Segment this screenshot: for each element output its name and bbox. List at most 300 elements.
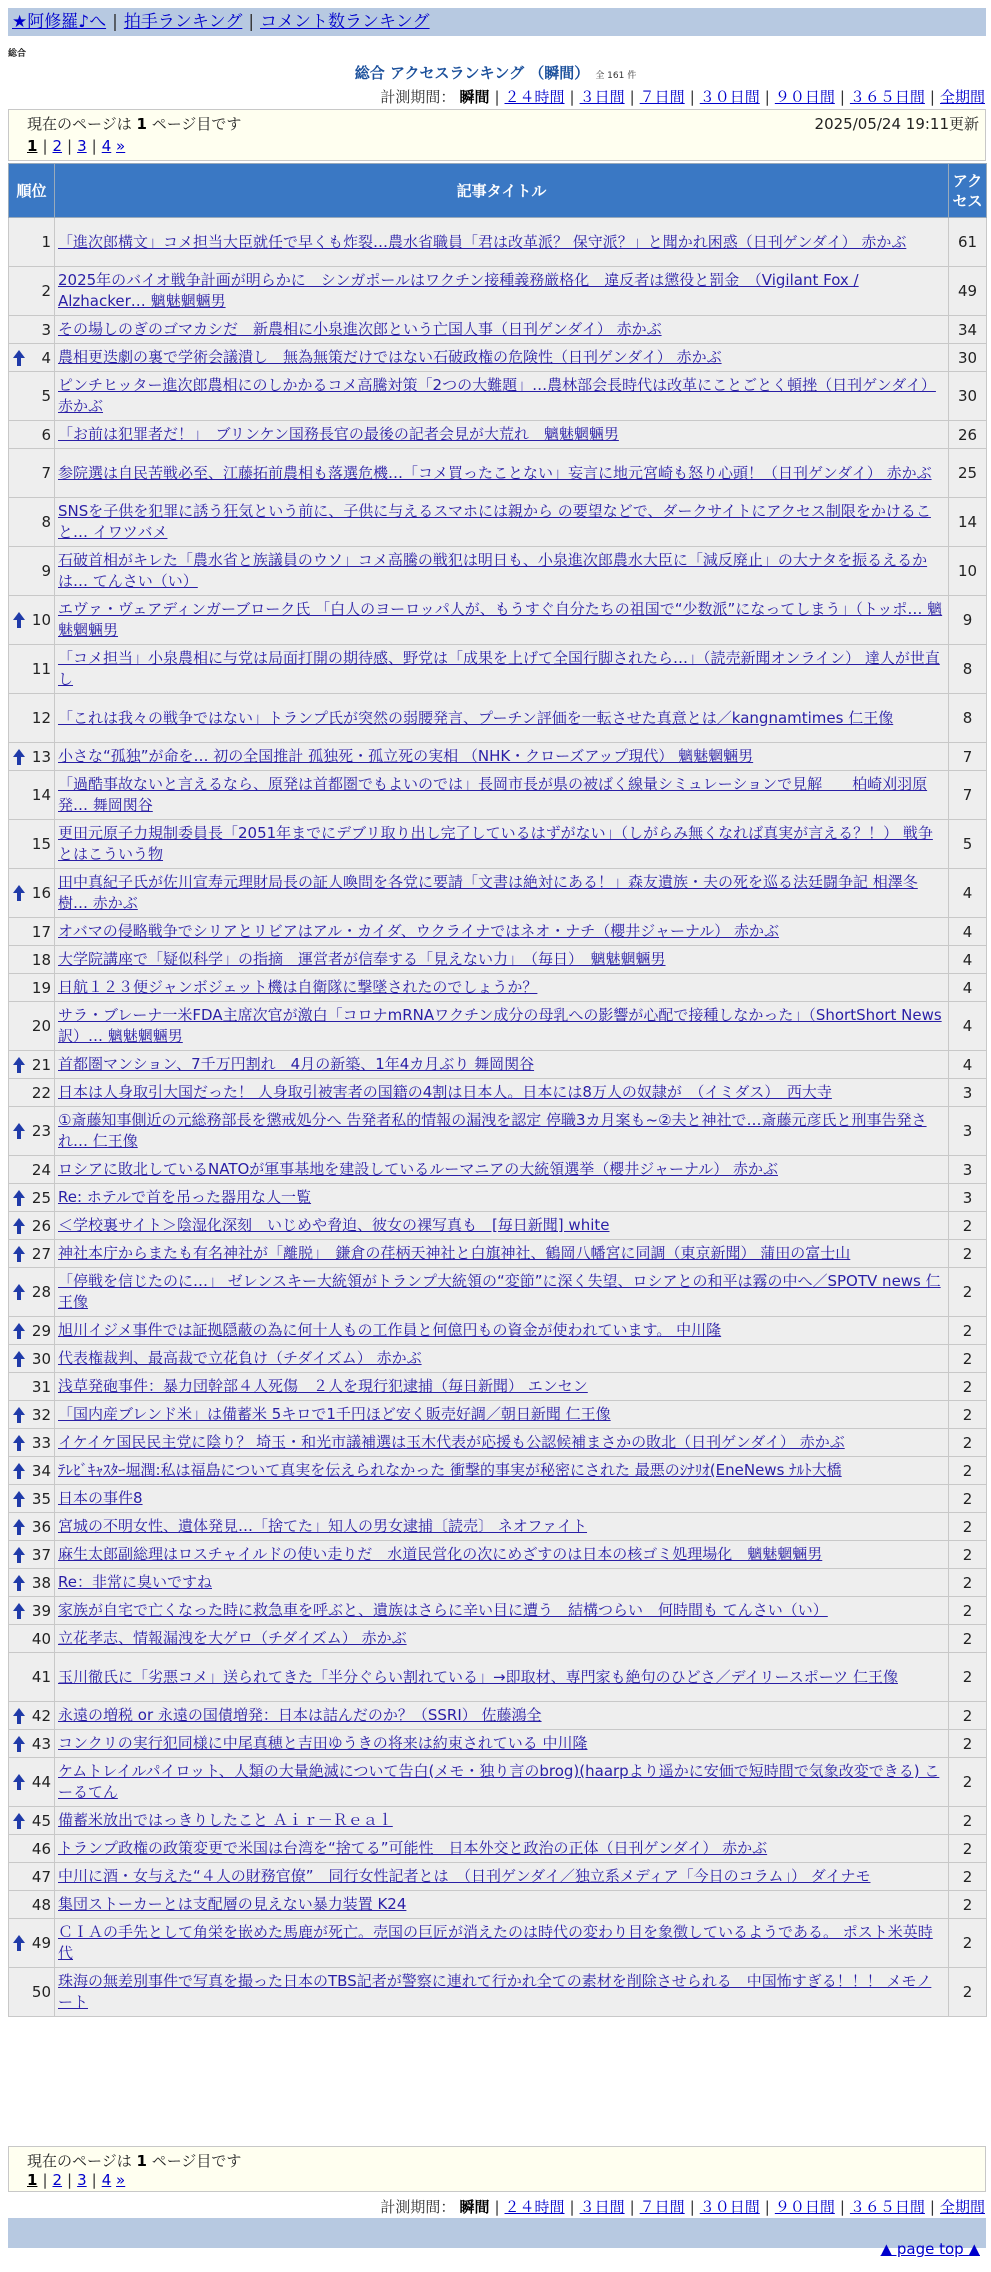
rank-cell	[9, 1184, 55, 1212]
access-count: 8	[949, 694, 987, 743]
page-top-link[interactable]: ▲ page top ▲	[880, 2240, 980, 2258]
period-separator: |	[569, 88, 575, 106]
rank-number: 12	[31, 709, 51, 727]
table-row	[9, 1919, 987, 1968]
article-link[interactable]: 「過酷事故ないと言えるなら、原発は首都圏でもよいのでは」長岡市長が県の被ばく線量シミュレーションで見解 柏崎刈羽原発… 舞岡関谷	[58, 775, 928, 814]
title-cell	[55, 1597, 949, 1625]
period-link[interactable]: ３６５日間	[849, 2198, 925, 2216]
rank-number: 36	[31, 1517, 51, 1536]
table-row	[9, 421, 987, 449]
period-link[interactable]: ３日間	[579, 88, 625, 106]
rank-cell	[9, 1401, 55, 1429]
article-link[interactable]: 農相更迭劇の裏で学術会議潰し 無為無策だけではない石破政権の危険性（日刊ゲンダイ） 赤かぶ	[58, 348, 722, 366]
title-cell	[55, 1485, 949, 1513]
article-link[interactable]: 家族が自宅で亡くなった時に救急車を呼ぶと、遺族はさらに辛い目に遭う 結構つらい 何時間も てんさい（い）	[58, 1601, 828, 1619]
rank-number: 13	[31, 747, 51, 766]
rank-up-arrow-icon	[12, 1245, 26, 1263]
article-link[interactable]: 旭川イジメ事件では証拠隠蔽の為に何十人もの工作員と何億円もの資金が使われています。 中川隆	[58, 1321, 722, 1339]
article-link[interactable]: 「これは我々の戦争ではない」トランプ氏が突然の弱腰発言、プーチン評価を一転させた真意とは／kangnamtimes 仁王像	[58, 708, 894, 727]
access-count: 3	[949, 1079, 987, 1107]
period-link[interactable]: ３０日間	[699, 2198, 760, 2216]
article-link[interactable]: ピンチヒッター進次郎農相にのしかかるコメ高騰対策「2つの大難題」…農林部会長時代は改革にことごとく頓挫（日刊ゲンダイ） 赤かぶ	[58, 376, 936, 415]
article-link[interactable]: 日本の事件8	[58, 1489, 143, 1507]
article-link[interactable]: 日航１２３便ジャンボジェット機は自衛隊に撃墜されたのでしょうか？	[58, 978, 538, 996]
table-row	[9, 1758, 987, 1807]
access-count: 9	[949, 596, 987, 645]
title-cell	[55, 1653, 949, 1702]
access-count: 7	[949, 771, 987, 820]
rank-up-arrow-icon	[12, 1773, 26, 1791]
period-link[interactable]: ２４時間	[504, 88, 565, 106]
access-count: 2	[949, 1429, 987, 1457]
rank-cell	[9, 1429, 55, 1457]
rank-up-arrow-icon	[12, 1546, 26, 1564]
page-info-box-bottom	[8, 2146, 986, 2192]
title-cell	[55, 974, 949, 1002]
access-count: 4	[949, 918, 987, 946]
rank-number: 3	[41, 320, 51, 339]
rank-cell	[9, 1240, 55, 1268]
period-current: 瞬間	[459, 88, 490, 106]
rank-number: 7	[41, 464, 51, 482]
rank-number: 10	[31, 611, 51, 629]
article-link[interactable]: 浅草発砲事件：暴力団幹部４人死傷 ２人を現行犯逮捕（毎日新聞） エンセン	[58, 1377, 588, 1395]
access-count: 30	[949, 372, 987, 421]
access-count: 2	[949, 1541, 987, 1569]
period-separator: |	[494, 2198, 500, 2216]
article-link[interactable]: Re: ホテルで首を吊った器用な人一覧	[58, 1188, 312, 1206]
table-row	[9, 1597, 987, 1625]
access-count: 2	[949, 1625, 987, 1653]
article-link[interactable]: ケムトレイルパイロット、人類の大量絶滅について告白(メモ・独り言のbrog)(haarpより遥かに安価で短時間で気象改変できる) こーるてん	[58, 1762, 940, 1801]
rank-cell	[9, 1317, 55, 1345]
rank-up-arrow-icon	[12, 1707, 26, 1725]
page-title	[0, 62, 991, 83]
period-link[interactable]: ２４時間	[504, 2198, 565, 2216]
table-row	[9, 771, 987, 820]
table-row	[9, 1429, 987, 1457]
rank-number: 6	[41, 425, 51, 444]
period-link[interactable]: 全期間	[939, 88, 985, 106]
table-row	[9, 743, 987, 771]
table-row	[9, 344, 987, 372]
pagination-bottom	[27, 2171, 125, 2189]
rank-cell	[9, 547, 55, 596]
title-cell	[55, 1345, 949, 1373]
rank-number: 24	[31, 1160, 51, 1179]
article-link[interactable]: 備蓄米放出ではっきりしたこと Ａｉｒ－Ｒｅａｌ	[58, 1811, 393, 1829]
rank-cell	[9, 498, 55, 547]
article-link[interactable]: ＜学校裏サイト＞陰湿化深刻 いじめや脅迫、彼女の裸写真も [毎日新聞] white	[58, 1216, 610, 1234]
rank-up-arrow-icon	[12, 1122, 26, 1140]
rank-number: 39	[31, 1601, 51, 1620]
title-cell	[55, 946, 949, 974]
title-cell	[55, 316, 949, 344]
rank-number: 2	[41, 282, 51, 300]
page-info-box	[8, 109, 986, 161]
period-separator: |	[764, 88, 770, 106]
table-row	[9, 218, 987, 267]
table-row	[9, 1079, 987, 1107]
table-row	[9, 1345, 987, 1373]
pager-separator: |	[91, 2171, 97, 2189]
article-link[interactable]: ロシアに敗北しているNATOが軍事基地を建設しているルーマニアの大統領選挙（櫻井ジャーナル） 赤かぶ	[58, 1160, 779, 1178]
rank-number: 22	[31, 1083, 51, 1102]
article-link[interactable]: 「停戦を信じたのに…」 ゼレンスキー大統領がトランプ大統領の“変節”に深く失望、ロシアとの和平は霧の中へ／SPOTV news 仁王像	[58, 1272, 941, 1311]
period-label: 計測期間：	[380, 88, 456, 106]
rank-number: 25	[31, 1188, 51, 1207]
table-row	[9, 1051, 987, 1079]
rank-up-arrow-icon	[12, 1934, 26, 1952]
rank-cell	[9, 1268, 55, 1317]
article-link[interactable]: 「お前は犯罪者だ！」 ブリンケン国務長官の最後の記者会見が大荒れ 魑魅魍魎男	[58, 425, 619, 443]
rank-number: 37	[31, 1545, 51, 1564]
title-cell	[55, 1513, 949, 1541]
article-link[interactable]: サラ・ブレーナ一米FDA主席次官が激白「コロナmRNAワクチン成分の母乳への影響が心配で接種しなかった」（ShortShort News訳）… 魑魅魍魎男	[58, 1006, 942, 1045]
access-count: 30	[949, 344, 987, 372]
rank-up-arrow-icon	[12, 349, 26, 367]
table-row	[9, 1184, 987, 1212]
nav-separator: |	[248, 12, 255, 32]
pager-separator: |	[42, 2171, 48, 2189]
title-cell	[55, 596, 949, 645]
current-page-suffix: ページ目です	[151, 115, 242, 133]
title-cell	[55, 869, 949, 918]
title-cell	[55, 1758, 949, 1807]
access-count: 2	[949, 1513, 987, 1541]
current-page-prefix: 現在のページは	[27, 115, 132, 133]
clap-ranking-link[interactable]: 拍手ランキング	[123, 12, 243, 32]
current-page-suffix: ページ目です	[151, 2152, 242, 2170]
rank-cell	[9, 946, 55, 974]
period-link[interactable]: ３０日間	[699, 88, 760, 106]
title-cell	[55, 1373, 949, 1401]
access-count: 2	[949, 1919, 987, 1968]
pager-link[interactable]: 2	[52, 137, 63, 155]
rank-number: 31	[31, 1377, 51, 1396]
rank-cell	[9, 1569, 55, 1597]
article-link[interactable]: トランプ政権の政策変更で米国は台湾を“捨てる”可能性 日本外交と政治の正体（日刊ゲンダイ） 赤かぶ	[58, 1839, 768, 1857]
rank-cell	[9, 974, 55, 1002]
table-row	[9, 946, 987, 974]
pagination	[27, 137, 125, 155]
article-link[interactable]: ﾃﾚﾋﾞｷｬｽﾀｰ堀潤:私は福島について真実を伝えられなかった 衝撃的事実が秘密にされた 最悪のｼﾅﾘｵ(EneNews ﾅﾙﾄ大橋	[58, 1461, 842, 1479]
period-separator: |	[569, 2198, 575, 2216]
rank-number: 19	[31, 978, 51, 997]
article-link[interactable]: 宮城の不明女性、遺体発見…「捨てた」知人の男女逮捕〔読売〕 ネオファイト	[58, 1517, 588, 1535]
current-page-prefix: 現在のページは	[27, 2152, 132, 2170]
current-page-number: 1	[136, 2152, 147, 2170]
rank-cell	[9, 1541, 55, 1569]
article-link[interactable]: 神社本庁からまたも有名神社が「離脱」 鎌倉の荏柄天神社と白旗神社、鶴岡八幡宮に同調（東京新聞） 蒲田の富士山	[58, 1244, 851, 1262]
pager-current: 1	[27, 2171, 38, 2189]
title-cell	[55, 1730, 949, 1758]
table-header-row	[9, 164, 987, 218]
table-row	[9, 1317, 987, 1345]
table-row	[9, 1835, 987, 1863]
title-cell	[55, 1079, 949, 1107]
title-cell	[55, 1919, 949, 1968]
rank-number: 47	[31, 1867, 51, 1886]
access-count: 2	[949, 1653, 987, 1702]
period-separator: |	[689, 2198, 695, 2216]
rank-number: 16	[31, 884, 51, 902]
rank-number: 17	[31, 922, 51, 941]
current-page-info-bottom	[27, 2150, 241, 2171]
period-selector	[380, 86, 985, 107]
rank-number: 41	[31, 1668, 51, 1686]
header-access: アクセス	[949, 164, 987, 218]
rank-up-arrow-icon	[12, 884, 26, 902]
access-count: 2	[949, 1240, 987, 1268]
period-link[interactable]: ７日間	[639, 88, 685, 106]
access-count: 2	[949, 1807, 987, 1835]
period-link[interactable]: ３６５日間	[849, 88, 925, 106]
table-row	[9, 1457, 987, 1485]
article-link[interactable]: エヴァ・ヴェアディンガーブローク氏 「白人のヨーロッパ人が、もうすぐ自分たちの祖国で“少数派”になってしまう」（トッポ… 魑魅魍魎男	[58, 600, 943, 639]
top-nav-bar	[8, 8, 986, 36]
rank-up-arrow-icon	[12, 1283, 26, 1301]
rank-cell	[9, 820, 55, 869]
article-link[interactable]: その場しのぎのゴマカシだ 新農相に小泉進次郎という亡国人事（日刊ゲンダイ） 赤かぶ	[58, 320, 662, 338]
article-link[interactable]: 石破首相がキレた「農水省と族議員のウソ」コメ高騰の戦犯は明日も、小泉進次郎農水大臣に「減反廃止」の大ナタを振るえるかは… てんさい（い）	[58, 551, 928, 590]
title-cell	[55, 1051, 949, 1079]
breadcrumb: 総合	[8, 49, 27, 59]
table-row	[9, 1002, 987, 1051]
period-separator: |	[494, 88, 500, 106]
rank-cell	[9, 1758, 55, 1807]
rank-up-arrow-icon	[12, 1350, 26, 1368]
article-link[interactable]: 参院選は自民苦戦必至、江藤拓前農相も落選危機…「コメ買ったことない」妄言に地元宮崎も怒り心頭！（日刊ゲンダイ） 赤かぶ	[58, 463, 932, 482]
access-count: 4	[949, 946, 987, 974]
rank-number: 18	[31, 950, 51, 969]
title-cell	[55, 1968, 949, 2017]
table-row	[9, 1401, 987, 1429]
title-cell	[55, 1429, 949, 1457]
title-cell	[55, 1212, 949, 1240]
period-separator: |	[929, 88, 935, 106]
title-cell	[55, 743, 949, 771]
rank-number: 21	[31, 1055, 51, 1074]
access-count: 10	[949, 547, 987, 596]
rank-up-arrow-icon	[12, 1217, 26, 1235]
rank-up-arrow-icon	[12, 1490, 26, 1508]
article-link[interactable]: 中川に酒・女与えた“４人の財務官僚” 同行女性記者とは （日刊ゲンダイ／独立系メディア「今日のコラム」） ダイナモ	[58, 1867, 871, 1885]
title-cell	[55, 1863, 949, 1891]
access-count: 2	[949, 1373, 987, 1401]
rank-number: 11	[31, 660, 51, 678]
rank-cell	[9, 1079, 55, 1107]
article-link[interactable]: コンクリの実行犯同様に中尾真穂と吉田ゆうきの将来は約束されている 中川隆	[58, 1734, 588, 1752]
access-count: 2	[949, 1212, 987, 1240]
rank-cell	[9, 1863, 55, 1891]
rank-cell	[9, 1002, 55, 1051]
rank-cell	[9, 344, 55, 372]
title-cell	[55, 372, 949, 421]
period-link[interactable]: ９０日間	[774, 88, 835, 106]
article-link[interactable]: 更田元原子力規制委員長「2051年までにデブリ取り出し完了しているはずがない」（しがらみ無くなれば真実が言える？！） 戦争とはこういう物	[58, 824, 933, 863]
title-cell	[55, 547, 949, 596]
article-link[interactable]: 「国内産ブレンド米」は備蓄米 5キロで1千円ほど安く販売好調／朝日新聞 仁王像	[58, 1405, 611, 1423]
period-separator: |	[929, 2198, 935, 2216]
article-link[interactable]: 麻生太郎副総理はロスチャイルドの使い走りだ 水道民営化の次にめざすのは日本の核ゴミ処理場化 魑魅魍魎男	[58, 1545, 823, 1563]
home-link[interactable]: ★阿修羅♪へ	[12, 12, 107, 32]
period-separator: |	[689, 88, 695, 106]
article-link[interactable]: 田中真紀子氏が佐川宣寿元理財局長の証人喚問を各党に要請「文書は絶対にある！」森友遺族・夫の死を巡る法廷闘争記 相澤冬樹… 赤かぶ	[58, 873, 918, 912]
title-cell	[55, 1317, 949, 1345]
rank-number: 34	[31, 1461, 51, 1480]
article-link[interactable]: 永遠の増税 or 永遠の国債増発：日本は詰んだのか？（SSRI） 佐藤鴻全	[58, 1706, 542, 1724]
article-link[interactable]: 小さな“孤独”が命を… 初の全国推計 孤独死・孤立死の実相 （NHK・クローズアップ現代） 魑魅魍魎男	[58, 747, 754, 765]
article-link[interactable]: 「コメ担当」小泉農相に与党は局面打開の期待感、野党は「成果を上げて全国行脚されたら…」（読売新聞オンライン） 達人が世直し	[58, 649, 940, 688]
period-current: 瞬間	[459, 2198, 490, 2216]
access-count: 2	[949, 1730, 987, 1758]
access-count: 3	[949, 1107, 987, 1156]
access-count: 2	[949, 1457, 987, 1485]
access-count: 49	[949, 267, 987, 316]
period-separator: |	[629, 2198, 635, 2216]
page-title-text: 総合 アクセスランキング （瞬間）	[354, 64, 590, 82]
pager-next-link[interactable]: »	[116, 2171, 126, 2189]
period-link[interactable]: ７日間	[639, 2198, 685, 2216]
rank-number: 42	[31, 1706, 51, 1725]
period-separator: |	[839, 2198, 845, 2216]
rank-number: 35	[31, 1489, 51, 1508]
rank-cell	[9, 1968, 55, 2017]
bottom-bar	[8, 2218, 986, 2258]
title-cell	[55, 1702, 949, 1730]
table-row	[9, 1702, 987, 1730]
header-rank: 順位	[9, 164, 55, 218]
article-link[interactable]: オバマの侵略戦争でシリアとリビアはアル・カイダ、ウクライナではネオ・ナチ（櫻井ジャーナル） 赤かぶ	[58, 922, 780, 940]
rank-cell	[9, 1835, 55, 1863]
rank-number: 33	[31, 1433, 51, 1452]
table-row	[9, 372, 987, 421]
article-link[interactable]: 「進次郎構文」コメ担当大臣就任で早くも炸裂…農水省職員「君は改革派？ 保守派？」と聞かれ困惑（日刊ゲンダイ） 赤かぶ	[58, 232, 907, 251]
rank-cell	[9, 1702, 55, 1730]
rank-cell	[9, 218, 55, 267]
table-row	[9, 1730, 987, 1758]
title-cell	[55, 694, 949, 743]
article-link[interactable]: 珠海の無差別事件で写真を撮った日本のTBS記者が警察に連れて行かれ全ての素材を削除させられる 中国怖すぎる！！！ メモノート	[58, 1972, 932, 2011]
rank-cell	[9, 743, 55, 771]
access-count: 2	[949, 1268, 987, 1317]
rank-cell	[9, 1156, 55, 1184]
rank-cell	[9, 1730, 55, 1758]
rank-number: 9	[41, 562, 51, 580]
article-link[interactable]: 玉川徹氏に「劣悪コメ」送られてきた「半分ぐらい割れている」→即取材、専門家も絶句のひどさ／デイリースポーツ 仁王像	[58, 1667, 898, 1686]
title-cell	[55, 1835, 949, 1863]
table-row	[9, 1807, 987, 1835]
period-link[interactable]: ９０日間	[774, 2198, 835, 2216]
article-link[interactable]: ①斎藤知事側近の元総務部長を懲戒処分へ 告発者私的情報の漏洩を認定 停職3カ月案も~②夫と神社で…斎藤元彦氏と刑事告発され… 仁王像	[58, 1111, 927, 1150]
title-cell	[55, 267, 949, 316]
table-row	[9, 1653, 987, 1702]
table-row	[9, 694, 987, 743]
pager-separator: |	[67, 2171, 73, 2189]
rank-up-arrow-icon	[12, 1602, 26, 1620]
pager-next-link[interactable]: »	[116, 137, 126, 155]
rank-cell	[9, 596, 55, 645]
pager-link[interactable]: 2	[52, 2171, 63, 2189]
rank-cell	[9, 1891, 55, 1919]
rank-cell	[9, 372, 55, 421]
rank-up-arrow-icon	[12, 748, 26, 766]
period-link[interactable]: 全期間	[939, 2198, 985, 2216]
rank-cell	[9, 1653, 55, 1702]
rank-number: 27	[31, 1244, 51, 1263]
rank-number: 46	[31, 1839, 51, 1858]
rank-cell	[9, 1212, 55, 1240]
rank-up-arrow-icon	[12, 1735, 26, 1753]
pager-link[interactable]: 3	[77, 2171, 87, 2189]
pager-link[interactable]: 4	[101, 137, 112, 155]
article-link[interactable]: 立花孝志、情報漏洩を大ゲロ（チダイズム） 赤かぶ	[58, 1629, 407, 1647]
rank-up-arrow-icon	[12, 1406, 26, 1424]
rank-cell	[9, 1625, 55, 1653]
rank-number: 20	[31, 1017, 51, 1035]
access-count: 2	[949, 1597, 987, 1625]
access-count: 2	[949, 1891, 987, 1919]
rank-number: 29	[31, 1321, 51, 1340]
title-cell	[55, 1002, 949, 1051]
period-selector-bottom	[380, 2196, 985, 2217]
period-separator: |	[629, 88, 635, 106]
rank-cell	[9, 1373, 55, 1401]
article-link[interactable]: 首都圏マンション、7千万円割れ 4月の新築、1年4カ月ぶり 舞岡関谷	[58, 1055, 535, 1073]
article-link[interactable]: SNSを子供を犯罪に誘う狂気という前に、子供に与えるスマホには親から の要望などで、ダークサイトにアクセス制限をかけること… イワツバメ	[58, 502, 931, 541]
title-cell	[55, 1107, 949, 1156]
article-link[interactable]: 大学院講座で「疑似科学」の指摘 運営者が信奉する「見えない力」 （毎日） 魑魅魍魎男	[58, 950, 666, 968]
title-cell	[55, 1401, 949, 1429]
access-count: 2	[949, 1569, 987, 1597]
pager-separator: |	[42, 137, 48, 155]
rank-cell	[9, 1051, 55, 1079]
table-row	[9, 1863, 987, 1891]
rank-cell	[9, 421, 55, 449]
table-row	[9, 1485, 987, 1513]
title-cell	[55, 344, 949, 372]
table-row	[9, 596, 987, 645]
article-link[interactable]: 日本は人身取引大国だった！ 人身取引被害者の国籍の4割は日本人。日本には8万人の奴隷が （イミダス） 西大寺	[58, 1083, 832, 1101]
table-row	[9, 820, 987, 869]
pager-separator: |	[67, 137, 73, 155]
rank-cell	[9, 771, 55, 820]
article-link[interactable]: 代表権裁判、最高裁で立花負け（チダイズム） 赤かぶ	[58, 1349, 422, 1367]
title-cell	[55, 1240, 949, 1268]
title-cell	[55, 1156, 949, 1184]
rank-cell	[9, 869, 55, 918]
title-cell	[55, 771, 949, 820]
rank-cell	[9, 1597, 55, 1625]
article-link[interactable]: 2025年のバイオ戦争計画が明らかに シンガポールはワクチン接種義務厳格化 違反者は懲役と罰金 （Vigilant Fox / Alzhacker… 魑魅魍魎男	[58, 271, 859, 310]
article-link[interactable]: ＣＩＡの手先として角栄を嵌めた馬鹿が死亡。売国の巨匠が消えたのは時代の変わり目を象徴しているようである。 ポスト米英時代	[58, 1923, 933, 1962]
comment-ranking-link[interactable]: コメント数ランキング	[260, 12, 430, 32]
table-row	[9, 974, 987, 1002]
article-link[interactable]: Re：非常に臭いですね	[58, 1573, 212, 1591]
article-link[interactable]: 集団ストーカーとは支配層の見えない暴力装置 K24	[58, 1895, 407, 1913]
pager-link[interactable]: 4	[101, 2171, 112, 2189]
title-cell	[55, 421, 949, 449]
pager-link[interactable]: 3	[77, 137, 87, 155]
article-link[interactable]: イケイケ国民民主党に陰り？ 埼玉・和光市議補選は玉木代表が応援も公認候補まさかの敗北（日刊ゲンダイ） 赤かぶ	[58, 1433, 845, 1451]
table-row	[9, 316, 987, 344]
period-link[interactable]: ３日間	[579, 2198, 625, 2216]
title-cell	[55, 1891, 949, 1919]
period-separator: |	[839, 88, 845, 106]
access-count: 2	[949, 1702, 987, 1730]
rank-cell	[9, 1513, 55, 1541]
